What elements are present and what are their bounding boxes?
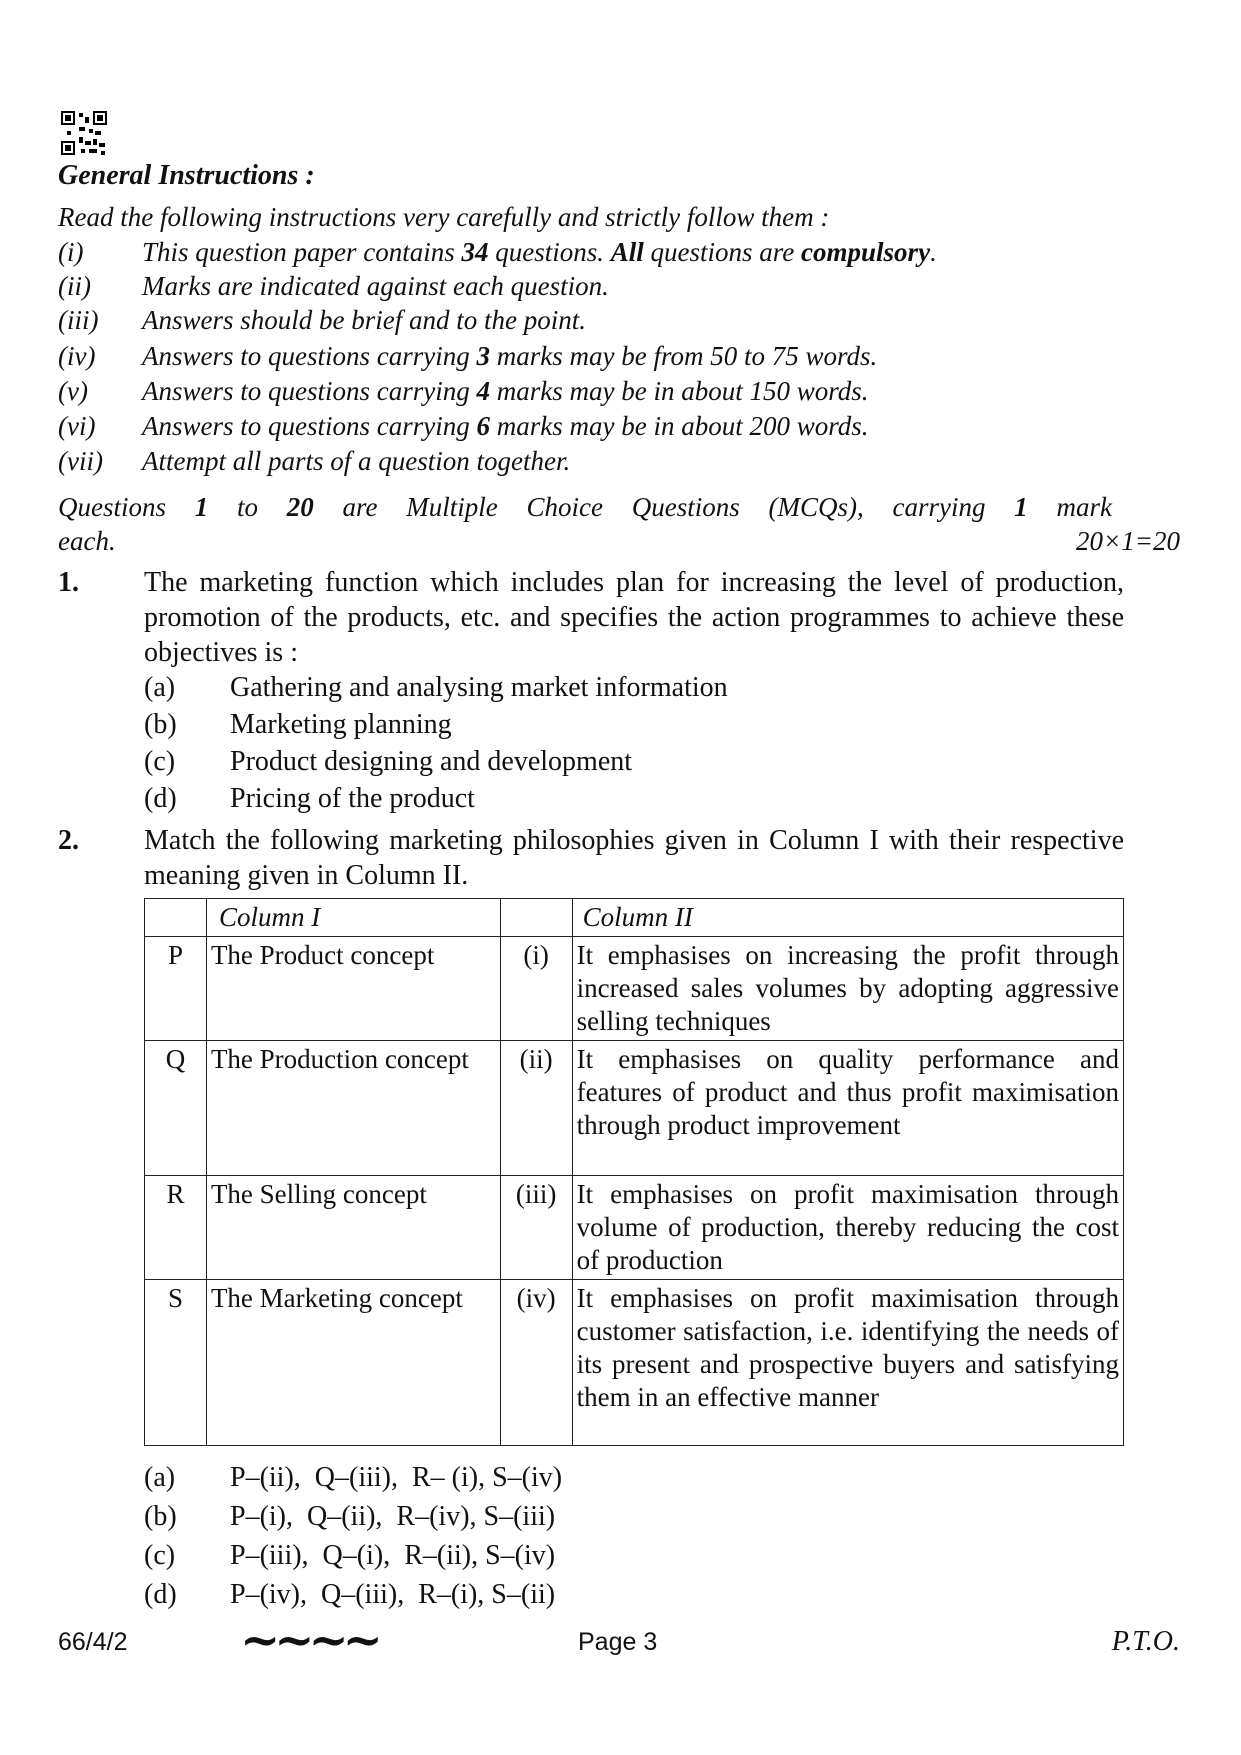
option-c: (c) P–(iii), Q–(i), R–(ii), S–(iv) <box>144 1540 556 1571</box>
column-header: Column II <box>572 899 1123 937</box>
section-marks: 20×1=20 <box>1076 526 1180 556</box>
table-row: R The Selling concept (iii) It emphasises on profit maximisation through volume of production, thereby reducing the cost of production <box>145 1176 1124 1280</box>
paper-code: 66/4/2 <box>58 1628 128 1656</box>
instruction-item: (vii) Attempt all parts of a question together. <box>58 446 571 476</box>
section-intro: Questions 1 to 20 are Multiple Choice Questions (MCQs), carrying 1 mark <box>58 492 1112 522</box>
table-row: P The Product concept (i) It emphasises on increasing the profit through increased sales volumes by adopting aggressive selling techniques <box>145 937 1124 1041</box>
question-text: Match the following marketing philosophies given in Column I with their respective meaning given in Column II. <box>144 825 1124 891</box>
option-d: (d) P–(iv), Q–(iii), R–(i), S–(ii) <box>144 1579 556 1610</box>
question-text: The marketing function which includes plan for increasing the level of production, promotion of the products, etc. and specifies the action programmes to achieve these objectives is : <box>144 567 1124 668</box>
option-b: (b) P–(i), Q–(ii), R–(iv), S–(iii) <box>144 1501 556 1532</box>
match-table <box>144 898 1124 1446</box>
instructions-heading: General Instructions : <box>58 160 315 191</box>
option-c: (c) Product designing and development <box>144 746 633 777</box>
column-header: Column I <box>206 899 500 937</box>
section-each: each. <box>58 526 116 556</box>
instruction-item: (iii) Answers should be brief and to the point. <box>58 305 586 335</box>
instruction-item: (vi) Answers to questions carrying 6 marks may be in about 200 words. <box>58 411 869 441</box>
pto-label: P.T.O. <box>1111 1626 1180 1657</box>
ornament: ~~~~ <box>240 1612 377 1668</box>
question-number: 1. <box>58 567 79 598</box>
qr-code-icon <box>61 111 107 155</box>
table-row: S The Marketing concept (iv) It emphasises on profit maximisation through customer satisfaction, i.e. identifying the needs of its present and prospective buyers and satisfying them in an effective manner <box>145 1280 1124 1446</box>
option-d: (d) Pricing of the product <box>144 783 475 814</box>
instruction-item: (v) Answers to questions carrying 4 marks may be in about 150 words. <box>58 376 869 406</box>
instruction-item: (iv) Answers to questions carrying 3 marks may be from 50 to 75 words. <box>58 341 878 371</box>
instruction-item: (i) This question paper contains 34 questions. All questions are compulsory. <box>58 237 937 267</box>
option-b: (b) Marketing planning <box>144 709 452 740</box>
option-a: (a) Gathering and analysing market information <box>144 672 728 703</box>
option-a: (a) P–(ii), Q–(iii), R– (i), S–(iv) <box>144 1462 563 1493</box>
table-header-row <box>145 899 1124 937</box>
instructions-intro: Read the following instructions very carefully and strictly follow them : <box>58 202 830 232</box>
question-number: 2. <box>58 825 79 856</box>
table-row: Q The Production concept (ii) It emphasises on quality performance and features of product and thus profit maximisation through product improvement <box>145 1041 1124 1176</box>
page-number: Page 3 <box>578 1628 658 1656</box>
instruction-item: (ii) Marks are indicated against each question. <box>58 271 609 301</box>
